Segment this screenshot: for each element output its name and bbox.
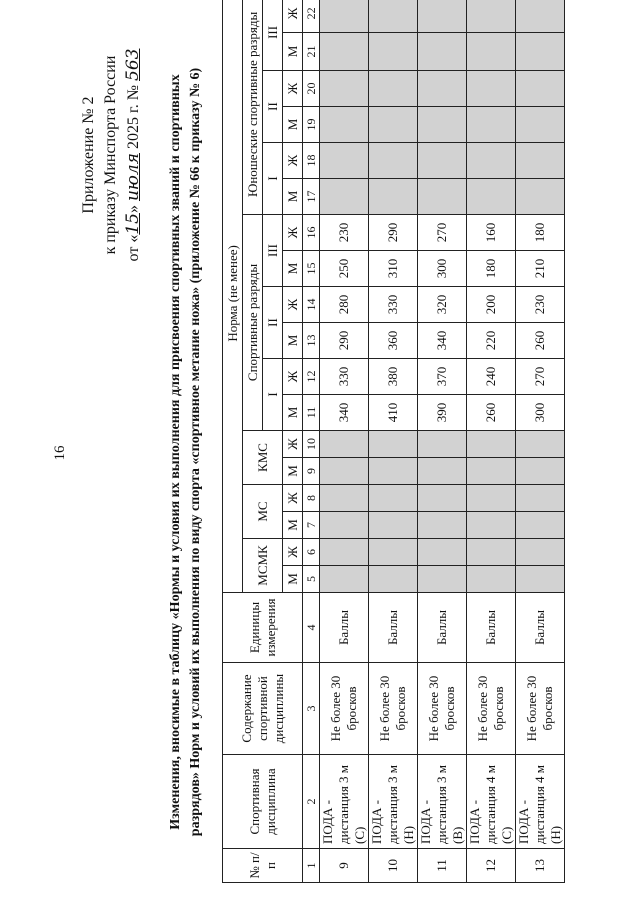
handwritten-month: июля [123,153,143,202]
handwritten-day: 15 [123,213,143,235]
norm-value: 290 [320,323,369,359]
appendix-block [78,5,145,305]
header-gender-m: М [283,458,303,485]
row-num: 11 [418,849,467,883]
shaded-cell [369,458,418,485]
shaded-cell [418,33,467,71]
shaded-cell [369,485,418,512]
row-content: Не более 30 бросков [320,663,369,755]
column-number: 9 [303,458,320,485]
row-content: Не более 30 бросков [369,663,418,755]
shaded-cell [320,458,369,485]
header-rank-I: I [263,359,283,431]
shaded-cell [516,485,565,512]
header-kms: КМС [243,431,283,485]
header-gender-m: М [283,33,303,71]
shaded-cell [516,107,565,143]
row-num: 10 [369,849,418,883]
shaded-cell [516,179,565,215]
shaded-cell [467,143,516,179]
header-youth-rank-III: III [263,0,283,71]
norm-value: 270 [516,359,565,395]
norm-value: 240 [467,359,516,395]
norm-value: 260 [516,323,565,359]
header-gender-m: М [283,395,303,431]
header-norm: Норма (не менее) [223,0,243,593]
shaded-cell [320,179,369,215]
shaded-cell [516,33,565,71]
header-gender-zh: Ж [283,287,303,323]
shaded-cell [467,33,516,71]
shaded-cell [418,107,467,143]
shaded-cell [320,566,369,593]
row-units: Баллы [369,593,418,663]
shaded-cell [320,0,369,33]
shaded-cell [320,485,369,512]
row-discipline: ПОДА - дистанция 3 м (В) [418,755,467,849]
norm-value: 230 [516,287,565,323]
column-number: 20 [303,71,320,107]
norm-value: 370 [418,359,467,395]
header-youth-rank-I: I [263,143,283,215]
norm-value: 330 [369,287,418,323]
row-num: 13 [516,849,565,883]
shaded-cell [320,143,369,179]
row-units: Баллы [467,593,516,663]
row-content: Не более 30 бросков [516,663,565,755]
shaded-cell [369,143,418,179]
shaded-cell [467,107,516,143]
row-units: Баллы [320,593,369,663]
shaded-cell [516,143,565,179]
shaded-cell [369,431,418,458]
column-number: 5 [303,566,320,593]
column-number: 18 [303,143,320,179]
column-number: 8 [303,485,320,512]
norm-value: 290 [369,215,418,251]
norm-value: 340 [418,323,467,359]
shaded-cell [369,179,418,215]
table-row [467,0,516,883]
column-number: 2 [303,755,320,849]
header-content: Содержание спортивной дисциплины [223,663,303,755]
norm-value: 300 [418,251,467,287]
header-msmk: МСМК [243,539,283,593]
column-number: 15 [303,251,320,287]
shaded-cell [467,539,516,566]
shaded-cell [418,0,467,33]
shaded-cell [369,107,418,143]
shaded-cell [516,71,565,107]
shaded-cell [467,458,516,485]
table-row [369,0,418,883]
row-discipline: ПОДА - дистанция 4 м (С) [467,755,516,849]
row-units: Баллы [516,593,565,663]
header-rank-II: II [263,287,283,359]
norm-value: 200 [467,287,516,323]
norm-value: 330 [320,359,369,395]
column-number: 3 [303,663,320,755]
row-content: Не более 30 бросков [418,663,467,755]
header-units: Единицы измерения [223,593,303,663]
norm-value: 250 [320,251,369,287]
norm-value: 340 [320,395,369,431]
norm-value: 160 [467,215,516,251]
column-number: 21 [303,33,320,71]
column-number-row [303,0,320,883]
header-youth-ranks: Юношеские спортивные разряды [243,0,263,215]
shaded-cell [418,179,467,215]
norm-value: 230 [320,215,369,251]
column-number: 6 [303,539,320,566]
header-num: № п/п [223,849,303,883]
shaded-cell [418,143,467,179]
shaded-cell [369,539,418,566]
shaded-cell [369,512,418,539]
table-row [418,0,467,883]
column-number: 14 [303,287,320,323]
header-gender-zh: Ж [283,0,303,33]
column-number: 19 [303,107,320,143]
norm-value: 410 [369,395,418,431]
shaded-cell [418,485,467,512]
norm-value: 210 [516,251,565,287]
shaded-cell [467,71,516,107]
shaded-cell [516,539,565,566]
header-gender-m: М [283,107,303,143]
shaded-cell [418,431,467,458]
shaded-cell [369,0,418,33]
column-number: 4 [303,593,320,663]
shaded-cell [369,33,418,71]
shaded-cell [418,71,467,107]
column-number: 17 [303,179,320,215]
row-discipline: ПОДА - дистанция 4 м (Н) [516,755,565,849]
shaded-cell [418,539,467,566]
shaded-cell [320,539,369,566]
handwritten-order-number: 563 [123,48,143,81]
header-gender-zh: Ж [283,539,303,566]
shaded-cell [516,512,565,539]
header-gender-m: М [283,251,303,287]
header-gender-m: М [283,566,303,593]
shaded-cell [320,107,369,143]
header-gender-zh: Ж [283,215,303,251]
header-gender-zh: Ж [283,485,303,512]
norm-value: 220 [467,323,516,359]
norm-value: 360 [369,323,418,359]
row-discipline: ПОДА - дистанция 3 м (Н) [369,755,418,849]
row-num: 12 [467,849,516,883]
header-gender-m: М [283,179,303,215]
table-body [320,0,565,883]
page-number: 16 [52,445,68,461]
norm-value: 310 [369,251,418,287]
shaded-cell [516,431,565,458]
header-discipline: Спортивная дисциплина [223,755,303,849]
shaded-cell [516,0,565,33]
shaded-cell [320,33,369,71]
table-row [320,0,369,883]
column-number: 16 [303,215,320,251]
shaded-cell [320,71,369,107]
shaded-cell [418,458,467,485]
shaded-cell [418,566,467,593]
column-number: 7 [303,512,320,539]
header-gender-zh: Ж [283,359,303,395]
shaded-cell [516,566,565,593]
appendix-title: Приложение № 2 [80,96,97,214]
header-gender-zh: Ж [283,143,303,179]
table-row [516,0,565,883]
shaded-cell [516,458,565,485]
column-number: 22 [303,0,320,33]
norm-value: 260 [467,395,516,431]
norm-value: 280 [320,287,369,323]
appendix-date-line: от «15» июля 2025 г. № 563 [123,48,143,262]
header-ms: МС [243,485,283,539]
shaded-cell [467,179,516,215]
row-discipline: ПОДА - дистанция 3 м (С) [320,755,369,849]
column-number: 11 [303,395,320,431]
shaded-cell [369,71,418,107]
column-number: 1 [303,849,320,883]
document-title: Изменения, вносимые в таблицу «Нормы и условия их выполнения для присвоения спортивных званий и спортивных разрядов» Норм и условий их выполнения по виду спорта «спортивное метание ножа» (приложение № 66 к приказу № 6) [168,67,203,837]
shaded-cell [369,566,418,593]
column-number: 13 [303,323,320,359]
row-num: 9 [320,849,369,883]
norms-table [222,0,565,883]
shaded-cell [320,512,369,539]
header-gender-zh: Ж [283,431,303,458]
norm-value: 180 [516,215,565,251]
norm-value: 180 [467,251,516,287]
column-number: 12 [303,359,320,395]
header-gender-m: М [283,323,303,359]
shaded-cell [467,485,516,512]
norm-value: 270 [418,215,467,251]
shaded-cell [320,431,369,458]
header-gender-zh: Ж [283,71,303,107]
norm-value: 390 [418,395,467,431]
norm-value: 300 [516,395,565,431]
shaded-cell [467,0,516,33]
column-number: 10 [303,431,320,458]
row-units: Баллы [418,593,467,663]
appendix-order-ref: к приказу Минспорта России [102,55,119,255]
header-rank-III: III [263,215,283,287]
shaded-cell [467,566,516,593]
shaded-cell [467,431,516,458]
header-youth-rank-II: II [263,71,283,143]
header-gender-m: М [283,512,303,539]
header-sport-ranks: Спортивные разряды [243,215,263,431]
norm-value: 380 [369,359,418,395]
shaded-cell [467,512,516,539]
row-content: Не более 30 бросков [467,663,516,755]
shaded-cell [418,512,467,539]
norm-value: 320 [418,287,467,323]
